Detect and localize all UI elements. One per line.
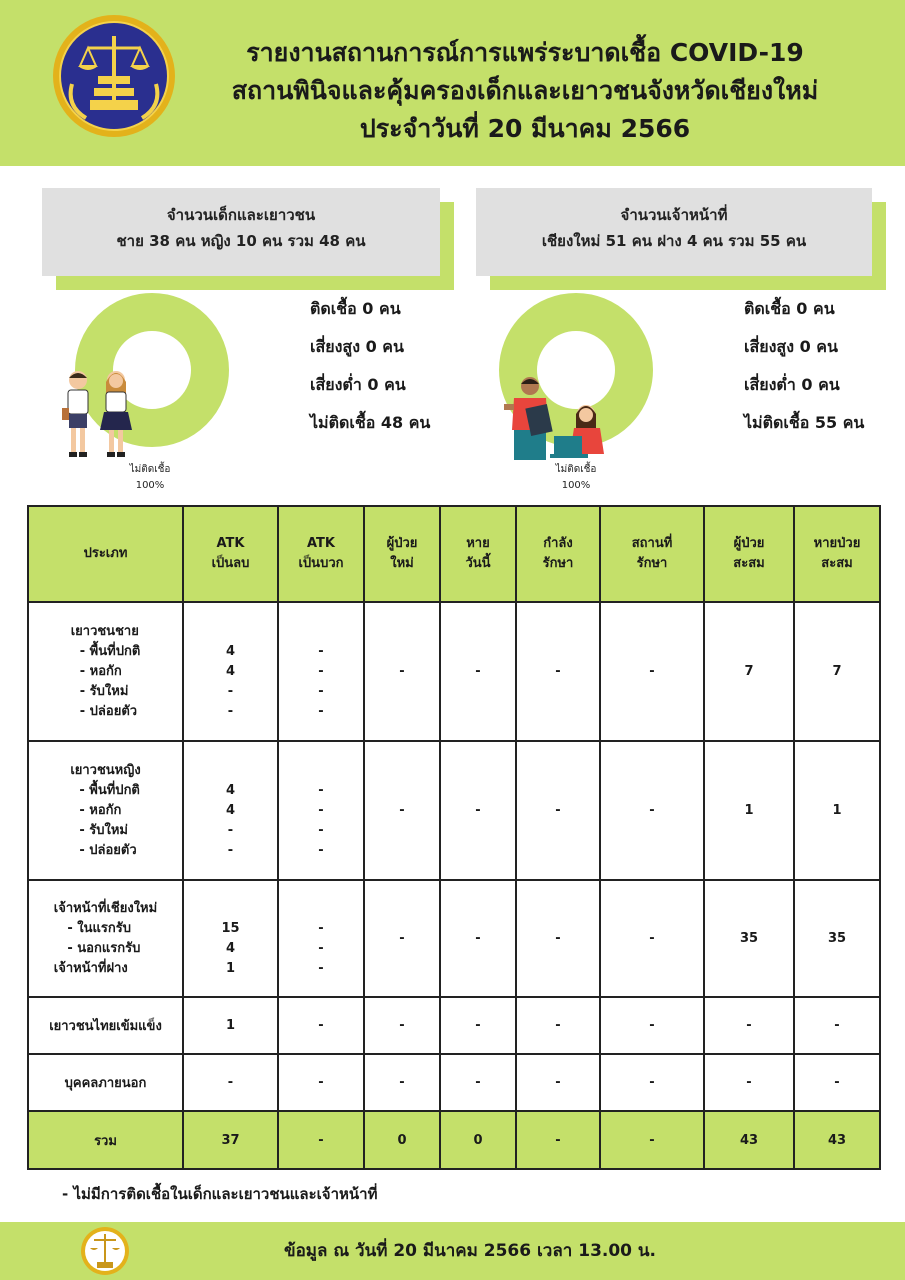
row-recovered-today: - — [440, 741, 516, 880]
staff-summary-box — [476, 188, 872, 276]
row-new-cases: - — [364, 880, 440, 997]
total-label: รวม — [28, 1111, 183, 1169]
col-header-atk-negative: ATK เป็นลบ — [183, 506, 278, 602]
youth-stat-not-infected: ไม่ติดเชื้อ 48 คน — [310, 413, 431, 432]
row-new-cases: - — [364, 997, 440, 1054]
table-total-row — [28, 1111, 880, 1169]
row-treatment-site: - — [600, 602, 704, 741]
row-in-treatment: - — [516, 602, 600, 741]
youth-stat-low-risk: เสี่ยงต่ำ 0 คน — [310, 375, 406, 394]
row-in-treatment: - — [516, 997, 600, 1054]
row-atk-negative: - — [183, 1054, 278, 1111]
row-treatment-site: - — [600, 880, 704, 997]
row-category: เยาวชนไทยเข้มแข็ง — [28, 997, 183, 1054]
row-recovered-today: - — [440, 997, 516, 1054]
row-new-cases: - — [364, 741, 440, 880]
row-in-treatment: - — [516, 1054, 600, 1111]
row-atk-negative: 1 — [183, 997, 278, 1054]
row-treatment-site: - — [600, 741, 704, 880]
youth-donut-percent: 100% — [135, 480, 165, 491]
staff-donut-caption — [536, 462, 616, 494]
row-atk-negative: 15 4 1 — [183, 880, 278, 997]
col-header-recovered-today: หาย วันนี้ — [440, 506, 516, 602]
staff-donut-label: ไม่ติดเชื้อ — [555, 464, 597, 475]
total-treatment-site: - — [600, 1111, 704, 1169]
row-in-treatment: - — [516, 880, 600, 997]
footer-banner — [0, 1222, 905, 1280]
table-row — [28, 1054, 880, 1111]
row-cumulative-cases: - — [704, 997, 794, 1054]
row-atk-negative: 4 4 - - — [183, 602, 278, 741]
title-line-3: ประจำวันที่ 20 มีนาคม 2566 — [359, 114, 691, 143]
total-recovered-today: 0 — [440, 1111, 516, 1169]
youth-summary-counts: ชาย 38 คน หญิง 10 คน รวม 48 คน — [116, 232, 366, 250]
youth-stat-infected: ติดเชื้อ 0 คน — [310, 299, 401, 318]
row-cumulative-recovered: 35 — [794, 880, 880, 997]
table-row — [28, 997, 880, 1054]
staff-stat-infected: ติดเชื้อ 0 คน — [744, 299, 835, 318]
row-cumulative-recovered: - — [794, 1054, 880, 1111]
youth-summary-box — [42, 188, 440, 276]
row-atk-positive: - — [278, 997, 364, 1054]
row-category: เยาวชนชาย - พื้นที่ปกติ - หอกัก - รับใหม่ - ปล่อยตัว — [28, 602, 183, 741]
table-row — [28, 741, 880, 880]
staff-stat-low-risk: เสี่ยงต่ำ 0 คน — [744, 375, 840, 394]
table-row — [28, 602, 880, 741]
footnote: - ไม่มีการติดเชื้อในเด็กและเยาวชนและเจ้าหน้าที่ — [62, 1185, 378, 1203]
row-recovered-today: - — [440, 880, 516, 997]
row-cumulative-recovered: 7 — [794, 602, 880, 741]
col-header-atk-positive: ATK เป็นบวก — [278, 506, 364, 602]
row-atk-positive: - — [278, 1054, 364, 1111]
total-atk-positive: - — [278, 1111, 364, 1169]
row-category: เจ้าหน้าที่เชียงใหม่ - ในแรกรับ - นอกแรกรับ เจ้าหน้าที่ฝาง — [28, 880, 183, 997]
total-cumulative-recovered: 43 — [794, 1111, 880, 1169]
total-new-cases: 0 — [364, 1111, 440, 1169]
department-seal-icon — [52, 14, 176, 138]
col-header-category: ประเภท — [28, 506, 183, 602]
row-new-cases: - — [364, 602, 440, 741]
header-banner — [0, 0, 905, 166]
col-header-cumulative-recovered: หายป่วย สะสม — [794, 506, 880, 602]
row-atk-negative: 4 4 - - — [183, 741, 278, 880]
total-in-treatment: - — [516, 1111, 600, 1169]
youth-donut-label: ไม่ติดเชื้อ — [129, 464, 171, 475]
row-atk-positive: - - - - — [278, 741, 364, 880]
row-recovered-today: - — [440, 602, 516, 741]
report-title — [190, 34, 860, 148]
staff-summary-label: จำนวนเจ้าหน้าที่ — [620, 206, 728, 224]
col-header-cumulative-cases: ผู้ป่วย สะสม — [704, 506, 794, 602]
row-recovered-today: - — [440, 1054, 516, 1111]
youth-stat-high-risk: เสี่ยงสูง 0 คน — [310, 337, 404, 356]
row-atk-positive: - - - - — [278, 602, 364, 741]
staff-stat-high-risk: เสี่ยงสูง 0 คน — [744, 337, 838, 356]
row-category: เยาวชนหญิง - พื้นที่ปกติ - หอกัก - รับใหม่ - ปล่อยตัว — [28, 741, 183, 880]
covid-status-table — [27, 505, 881, 1170]
total-cumulative-cases: 43 — [704, 1111, 794, 1169]
row-category: บุคคลภายนอก — [28, 1054, 183, 1111]
col-header-in-treatment: กำลัง รักษา — [516, 506, 600, 602]
staff-illustration-icon — [494, 374, 614, 462]
staff-stats-list — [744, 290, 864, 442]
row-cumulative-cases: 7 — [704, 602, 794, 741]
row-cumulative-recovered: - — [794, 997, 880, 1054]
row-cumulative-recovered: 1 — [794, 741, 880, 880]
staff-stat-not-infected: ไม่ติดเชื้อ 55 คน — [744, 413, 865, 432]
row-new-cases: - — [364, 1054, 440, 1111]
row-in-treatment: - — [516, 741, 600, 880]
row-atk-positive: - - - — [278, 880, 364, 997]
staff-summary-counts: เชียงใหม่ 51 คน ฝาง 4 คน รวม 55 คน — [541, 232, 807, 250]
table-row — [28, 880, 880, 997]
table-header-row — [28, 506, 880, 602]
students-illustration-icon — [58, 368, 140, 460]
youth-summary-label: จำนวนเด็กและเยาวชน — [166, 206, 316, 224]
department-seal-small-icon — [80, 1226, 130, 1276]
youth-donut-caption — [110, 462, 190, 494]
col-header-new-cases: ผู้ป่วย ใหม่ — [364, 506, 440, 602]
row-cumulative-cases: 1 — [704, 741, 794, 880]
row-treatment-site: - — [600, 1054, 704, 1111]
staff-donut-percent: 100% — [561, 480, 591, 491]
data-timestamp: ข้อมูล ณ วันที่ 20 มีนาคม 2566 เวลา 13.00 น. — [283, 1241, 657, 1261]
row-cumulative-cases: 35 — [704, 880, 794, 997]
col-header-treatment-site: สถานที่ รักษา — [600, 506, 704, 602]
youth-stats-list — [310, 290, 430, 442]
row-cumulative-cases: - — [704, 1054, 794, 1111]
title-line-2: สถานพินิจและคุ้มครองเด็กและเยาวชนจังหวัดเชียงใหม่ — [231, 76, 819, 105]
row-treatment-site: - — [600, 997, 704, 1054]
title-line-1: รายงานสถานการณ์การแพร่ระบาดเชื้อ COVID-19 — [246, 38, 804, 67]
total-atk-negative: 37 — [183, 1111, 278, 1169]
